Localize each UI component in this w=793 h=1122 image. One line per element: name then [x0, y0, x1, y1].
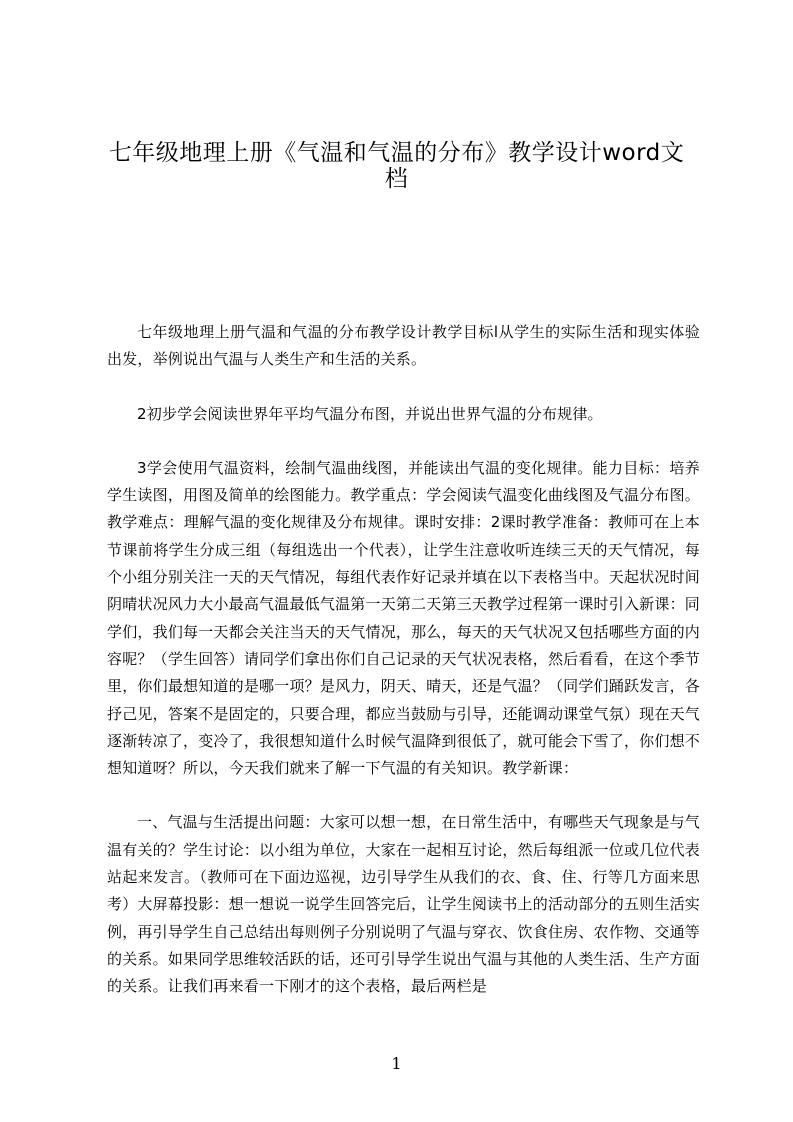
paragraph-objective-3: 3学会使用气温资料，绘制气温曲线图，并能读出气温的变化规律。能力目标：培养学生读图，用图及简单的绘图能力。教学重点：学会阅读气温变化曲线图及气温分布图。教学难点：理解气温的变化规律及分布规律。课时安排：2课时教学准备：教师可在上本节课前将学生分成三组（每组选出一个代表），让学生注意收听连续三天的天气情况，每个小组分别关注一天的天气情况，每组代表作好记录并填在以下表格当中。天起状况时间阴晴状况风力大小最高气温最低气温第一天第二天第三天教学过程第一课时引入新课：同学们，我们每一天都会关注当天的天气情况，那么，每天的天气状况又包括哪些方面的内容呢？（学生回答）请同学们拿出你们自己记录的天气状况表格，然后看看，在这个季节里，你们最想知道的是哪一项？是风力，阴天、晴天，还是气温？（同学们踊跃发言，各抒己见，答案不是固定的，只要合理，都应当鼓励与引导，还能调动课堂气氛）现在天气逐渐转凉了，变冷了，我很想知道什么时候气温降到很低了，就可能会下雪了，你们想不想知道呀？所以，今天我们就来了解一下气温的有关知识。教学新课：: [107, 458, 700, 778]
paragraph-section-1: 一、气温与生活提出问题：大家可以想一想，在日常生活中，有哪些天气现象是与气温有关的？学生讨论：以小组为单位，大家在一起相互讨论，然后每组派一位或几位代表站起来发言。（教师可在下面边巡视，边引导学生从我们的衣、食、住、行等几方面来思考）大屏幕投影：想一想说一说学生回答完后，让学生阅读书上的活动部分的五则生活实例，再引导学生自己总结出每则例子分别说明了气温与穿衣、饮食住房、农作物、交通等的关系。如果同学思维较活跃的话，还可引导学生说出气温与其他的人类生活、生产方面的关系。让我们再来看一下刚才的这个表格，最后两栏是: [107, 813, 700, 996]
paragraph-objective-2: 2初步学会阅读世界年平均气温分布图，并说出世界气温的分布规律。: [137, 404, 603, 423]
document-body: [107, 319, 700, 1028]
document-title: 七年级地理上册《气温和气温的分布》教学设计word文档: [108, 140, 685, 192]
page-number: 1: [391, 1054, 402, 1073]
paragraph-objectives: 七年级地理上册气温和气温的分布教学设计教学目标l从学生的实际生活和现实体验出发，举例说出气温与人类生产和生活的关系。: [107, 323, 700, 369]
